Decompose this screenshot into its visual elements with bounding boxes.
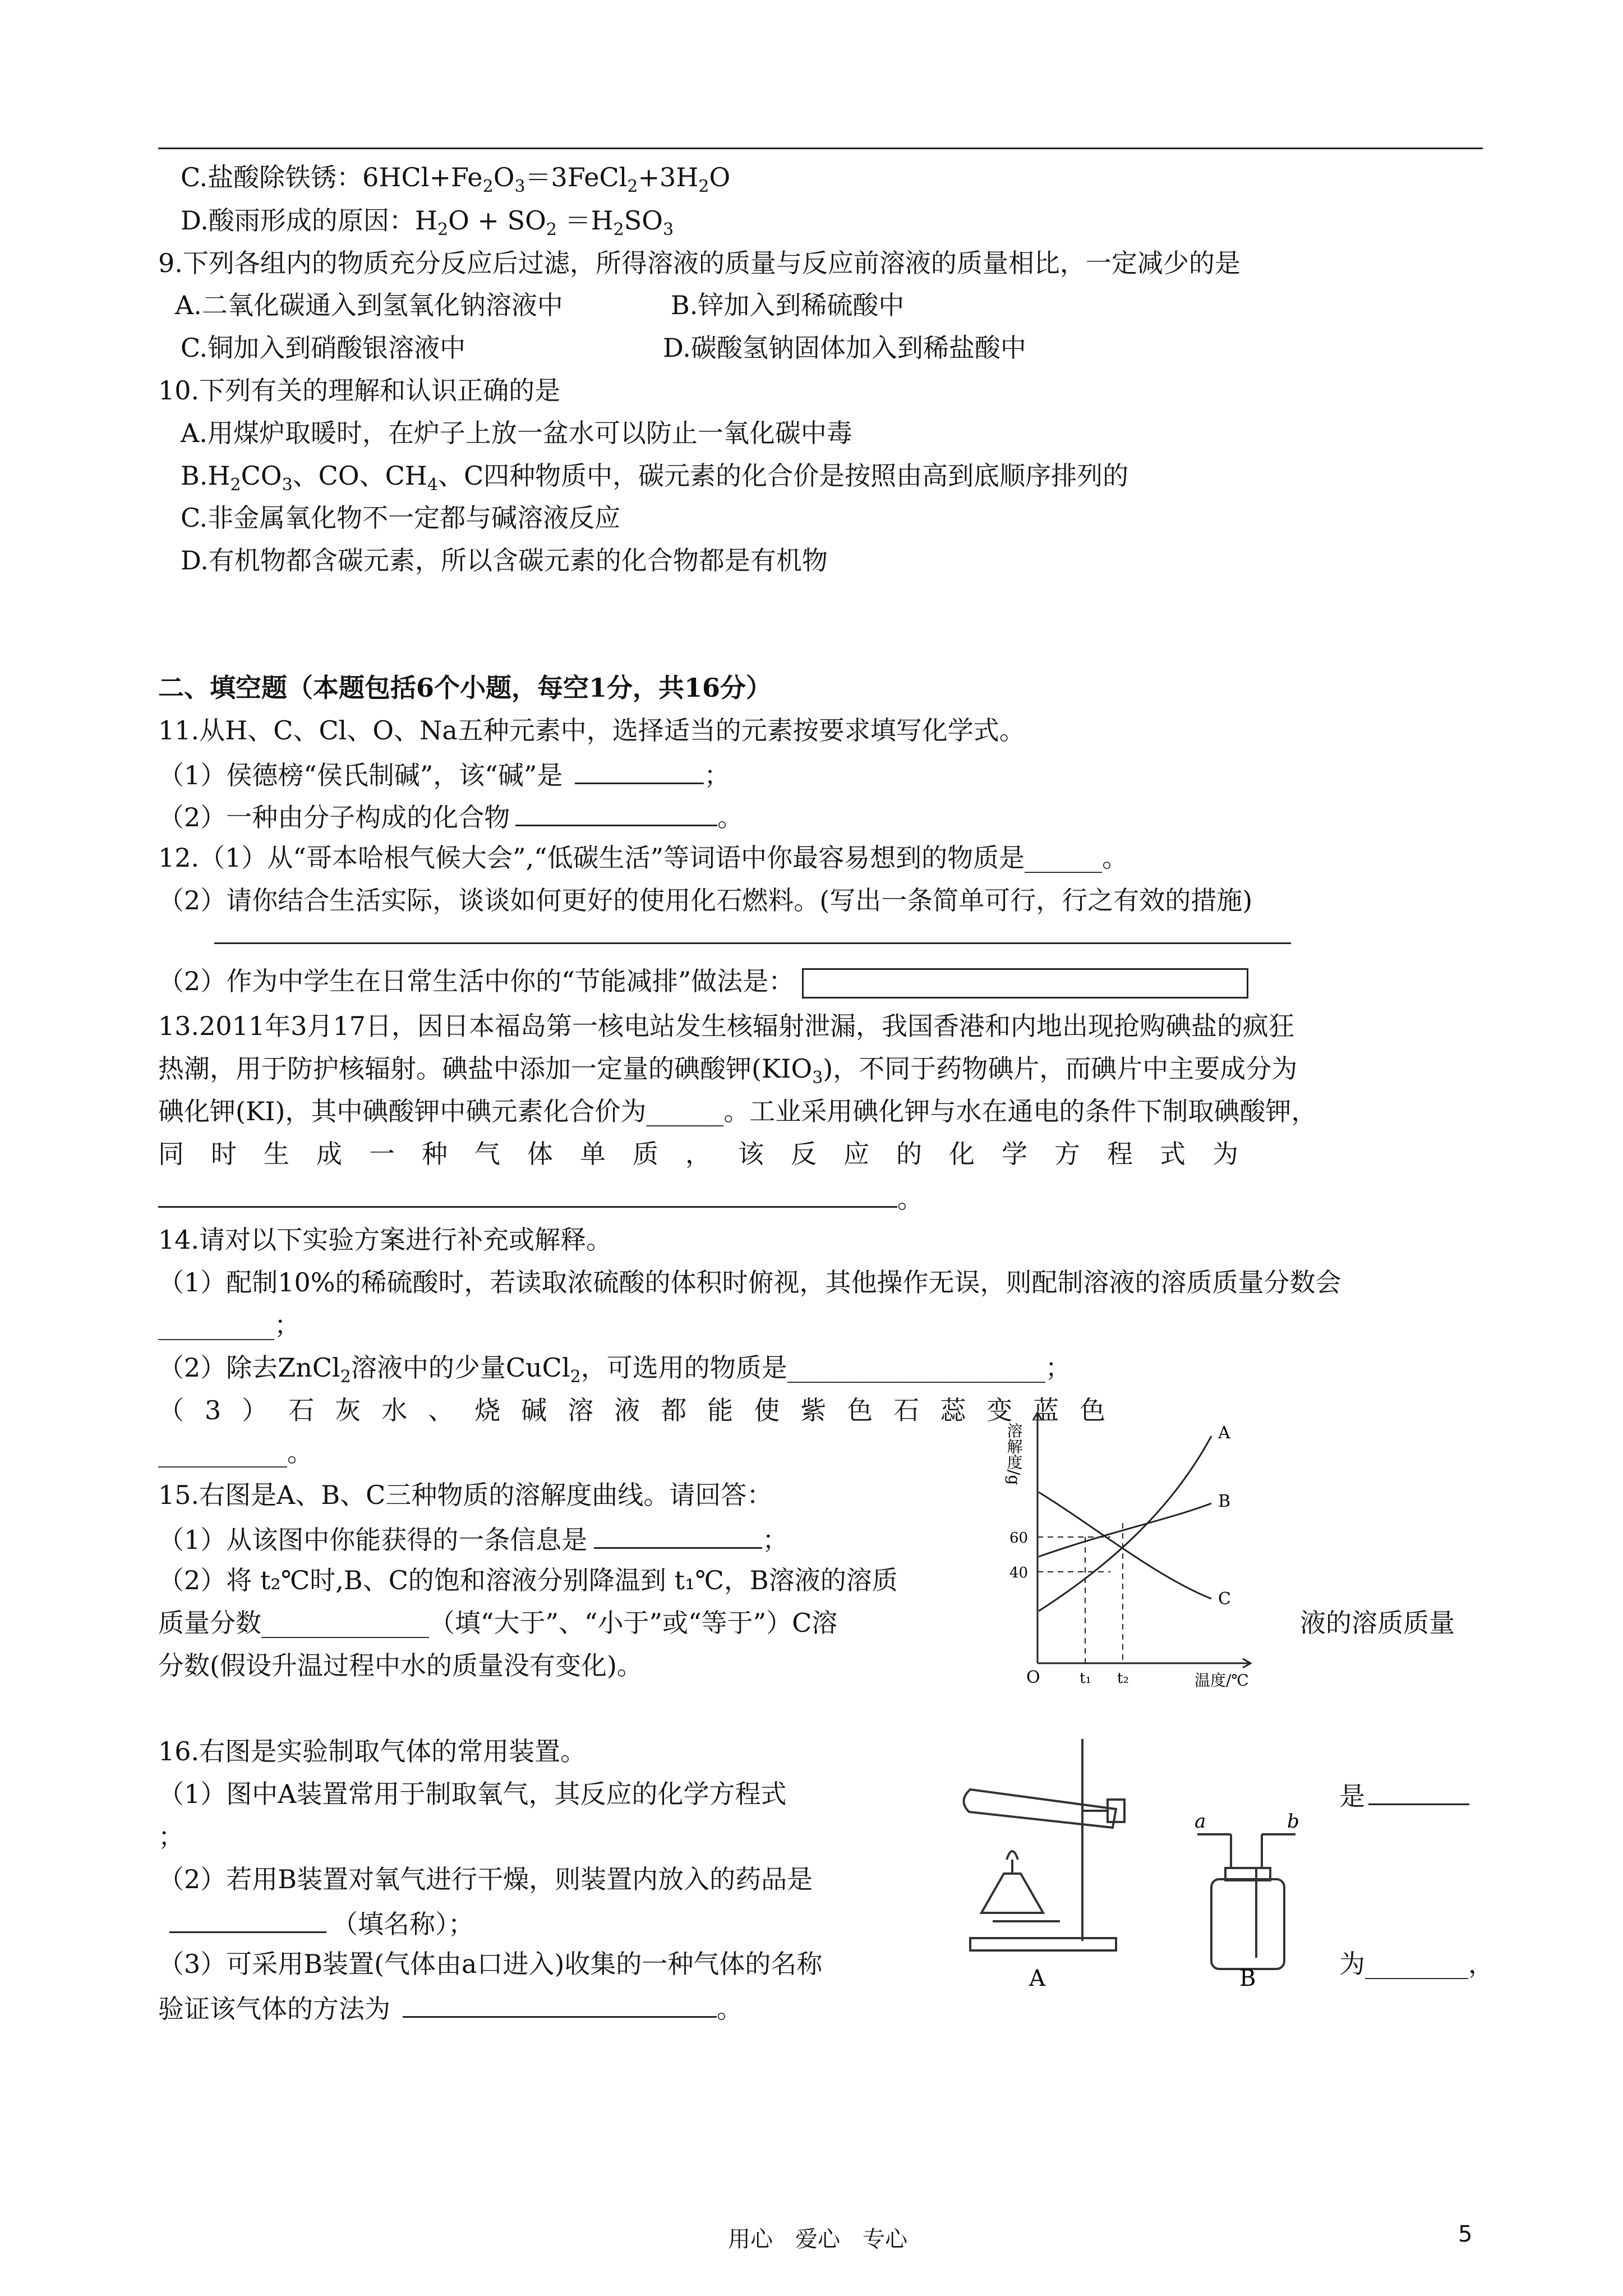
q13-line-3: 碘化钾(KI)，其中碘酸钾中碘元素化合价为______。工业采用碘化钾与水在通电的条件下制取碘酸钾， — [158, 1096, 1317, 1126]
q10-option-d: D.有机物都含碳元素，所以含碳元素的化合物都是有机物 — [181, 545, 828, 576]
apparatus-label-a: A — [1029, 1966, 1045, 1991]
q14-part-3-blank: __________。 — [158, 1437, 313, 1467]
section-2-heading: 二、填空题（本题包括6个小题，每空1分，共16分） — [158, 673, 772, 703]
q11-part-1: （1）侯德榜“侯氏制碱”，该“碱”是 ； — [158, 760, 730, 790]
q16-part-3: （3）可采用B装置(气体由a口进入)收集的一种气体的名称 — [158, 1949, 823, 1979]
stand-base — [970, 1938, 1116, 1950]
curve-b — [1039, 1503, 1211, 1557]
q10-option-a: A.用煤炉取暖时，在炉子上放一盆水可以防止一氧化碳中毒 — [181, 418, 852, 448]
q12-part-3: （2）作为中学生在日常生活中你的“节能减排”做法是： — [158, 968, 1248, 999]
answer-blank[interactable] — [158, 1184, 897, 1208]
q9-option-c: C.铜加入到硝酸银溶液中 — [181, 333, 466, 363]
q14-part-3: （3）石灰水、烧碱溶液都能使紫色石蕊变蓝色 — [158, 1395, 1127, 1425]
q9-option-b: B.锌加入到稀硫酸中 — [671, 290, 905, 320]
page-number: 5 — [1458, 2221, 1473, 2247]
answer-blank[interactable] — [594, 1525, 762, 1549]
q13-line-1: 13.2011年3月17日，因日本福岛第一核电站发生核辐射泄漏，我国香港和内地出现抢购碘盐的疯狂 — [158, 1011, 1295, 1041]
q16-part-2-blank: （填名称）； — [169, 1909, 474, 1937]
q15-stem: 15.右图是A、B、C三种物质的溶解度曲线。请回答： — [158, 1480, 773, 1510]
q16-part-1-end: ； — [158, 1821, 184, 1852]
footer-motto: 用心 爱心 专心 — [728, 2226, 907, 2252]
q11-stem: 11.从H、C、Cl、O、Na五种元素中，选择适当的元素按要求填写化学式。 — [158, 715, 1025, 746]
q10-option-b: $B.H_2CO_3$、CO、$CH_4$、C四种物质中，碳元素的化合价是按照由高到底顺序排列的 — [181, 461, 1129, 495]
q16-part-4: 验证该气体的方法为 。 — [158, 1994, 743, 2024]
q15-part-1: （1）从该图中你能获得的一条信息是 ； — [158, 1525, 789, 1555]
x-axis-title: 温度/℃ — [1195, 1671, 1249, 1690]
y-axis-title: 溶解度/g — [1004, 1423, 1023, 1485]
q14-part-1: （1）配制10%的稀硫酸时，若读取浓硫酸的体积时俯视，其他操作无误，则配制溶液的溶质质量分数会 — [158, 1267, 1341, 1297]
q12-part-2: （2）请你结合生活实际，谈谈如何更好的使用化石燃料。(写出一条简单可行，行之有效的措施) — [158, 885, 1253, 915]
q12-part-1: 12.（1）从“哥本哈根气候大会”,“低碳生活”等词语中你最容易想到的物质是______。 — [158, 843, 1128, 873]
q16-stem: 16.右图是实验制取气体的常用装置。 — [158, 1736, 587, 1766]
q15-part-2: （2）将 t₂℃时,B、C的饱和溶液分别降温到 t₁℃，B溶液的溶质 — [158, 1565, 898, 1595]
port-a-label: a — [1195, 1810, 1206, 1833]
q16-part-1: （1）图中A装置常用于制取氧气，其反应的化学方程式 — [158, 1779, 787, 1809]
q13-line-4: 同时生成一种气体单质，该反应的化学方程式为 — [158, 1139, 1265, 1169]
q15-part-4: 分数(假设升温过程中水的质量没有变化)。 — [158, 1650, 643, 1681]
alcohol-lamp — [981, 1874, 1043, 1913]
gas-bottle — [1211, 1879, 1284, 1969]
series-label-c: C — [1218, 1589, 1231, 1609]
q16-part-1-right: 是 — [1339, 1781, 1469, 1809]
q10-option-c: C.非金属氧化物不一定都与碱溶液反应 — [181, 503, 621, 533]
solubility-chart — [998, 1397, 1279, 1711]
q12-answer-line[interactable] — [214, 942, 1291, 944]
q16-part-3-right: 为________， — [1339, 1949, 1494, 1979]
series-label-b: B — [1218, 1492, 1231, 1511]
q8-option-d: D.酸雨形成的原因：$H_2O + SO_2 =H_2SO_3$ — [181, 205, 674, 240]
x-tick-t2: t₂ — [1117, 1670, 1129, 1687]
apparatus-figure — [948, 1728, 1307, 1997]
q15-part-3: 质量分数_____________（填“大于”、“小于”或“等于”）C溶 — [158, 1608, 838, 1638]
curve-a — [1039, 1436, 1211, 1611]
origin-label: O — [1026, 1668, 1040, 1687]
series-label-a: A — [1218, 1423, 1230, 1443]
q13-line-5: 。 — [158, 1184, 923, 1212]
q15-part-3-right: 液的溶质质量 — [1300, 1608, 1455, 1638]
y-tick-60: 60 — [1009, 1530, 1029, 1547]
q14-stem: 14.请对以下实验方案进行补充或解释。 — [158, 1225, 612, 1255]
q9-option-d: D.碳酸氢钠固体加入到稀盐酸中 — [663, 333, 1026, 363]
q9-option-a: A.二氧化碳通入到氢氧化钠溶液中 — [175, 290, 563, 320]
answer-box[interactable] — [802, 968, 1248, 999]
q10-stem: 10.下列有关的理解和认识正确的是 — [158, 375, 561, 406]
q9-stem: 9.下列各组内的物质充分反应后过滤，所得溶液的质量与反应前溶液的质量相比，一定减少的是 — [158, 248, 1241, 278]
y-tick-40: 40 — [1009, 1565, 1029, 1581]
q13-line-2: 热潮，用于防护核辐射。碘盐中添加一定量的碘酸钾$(KIO_3)$，不同于药物碘片，而碘片中主要成分为 — [158, 1053, 1298, 1088]
q16-part-2: （2）若用B装置对氧气进行干燥，则装置内放入的药品是 — [158, 1864, 813, 1894]
port-b-label: b — [1287, 1810, 1299, 1833]
apparatus-label-b: B — [1239, 1966, 1256, 1991]
q14-part-1-blank: _________； — [158, 1310, 300, 1340]
answer-blank[interactable] — [169, 1909, 326, 1933]
q11-part-2: （2）一种由分子构成的化合物 。 — [158, 802, 744, 832]
answer-blank[interactable] — [403, 1994, 717, 2018]
header-rule — [158, 148, 1483, 149]
answer-blank[interactable] — [1368, 1781, 1469, 1805]
q8-option-c: C.盐酸除铁锈：$6HCl+Fe_2O_3=3FeCl_2+3H_2O$ — [181, 162, 731, 197]
test-tube — [963, 1789, 1116, 1828]
answer-blank[interactable] — [575, 760, 704, 784]
x-tick-t1: t₁ — [1080, 1670, 1091, 1687]
q14-part-2: （2）除去ZnCl$_2$溶液中的少量CuCl$_2$，可选用的物质是____________________； — [158, 1352, 1071, 1387]
answer-blank[interactable] — [515, 802, 717, 826]
